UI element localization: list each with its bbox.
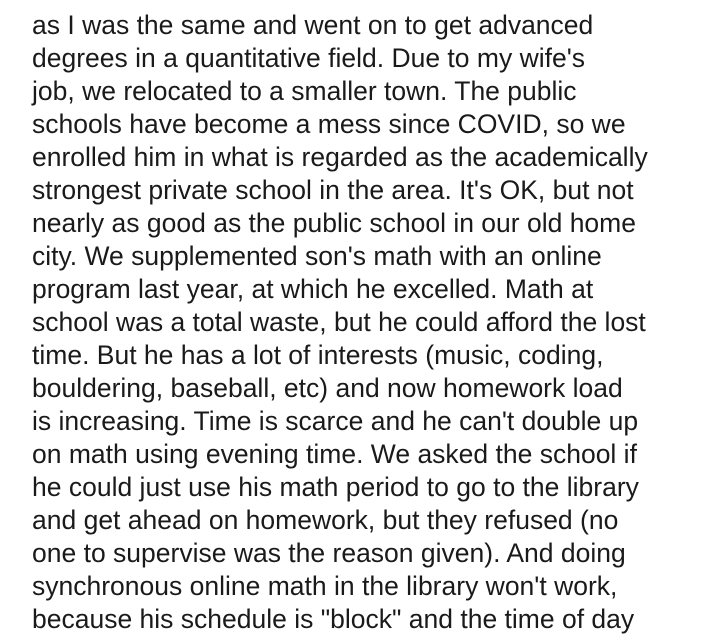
text-line <box>32 0 712 9</box>
text-line: because his schedule is "block" and the time of day <box>32 604 635 634</box>
text-line: enrolled him in what is regarded as the academically <box>32 142 648 172</box>
text-line: and get ahead on homework, but they refused (no <box>32 505 619 535</box>
text-line: nearly as good as the public school in our old home <box>32 208 636 238</box>
text-line: strongest private school in the area. It's OK, but not <box>32 175 634 205</box>
text-line: synchronous online math in the library won't work, <box>32 571 618 601</box>
text-line: bouldering, baseball, etc) and now homework load <box>32 373 623 403</box>
text-line: schools have become a mess since COVID, so we <box>32 109 626 139</box>
document-text <box>32 0 712 636</box>
text-line: degrees in a quantitative field. Due to my wife's <box>32 43 586 73</box>
text-line: is increasing. Time is scarce and he can't double up <box>32 406 639 436</box>
text-line: he could just use his math period to go to the library <box>32 472 639 502</box>
text-line: on math using evening time. We asked the school if <box>32 439 637 469</box>
text-line: one to supervise was the reason given). And doing <box>32 538 626 568</box>
text-line: as I was the same and went on to get advanced <box>32 10 594 40</box>
text-line: program last year, at which he excelled. Math at <box>32 274 594 304</box>
text-line: time. But he has a lot of interests (music, coding, <box>32 340 604 370</box>
text-line: job, we relocated to a smaller town. The public <box>32 76 577 106</box>
text-line: city. We supplemented son's math with an online <box>32 241 602 271</box>
text-line: school was a total waste, but he could afford the lost <box>32 307 646 337</box>
